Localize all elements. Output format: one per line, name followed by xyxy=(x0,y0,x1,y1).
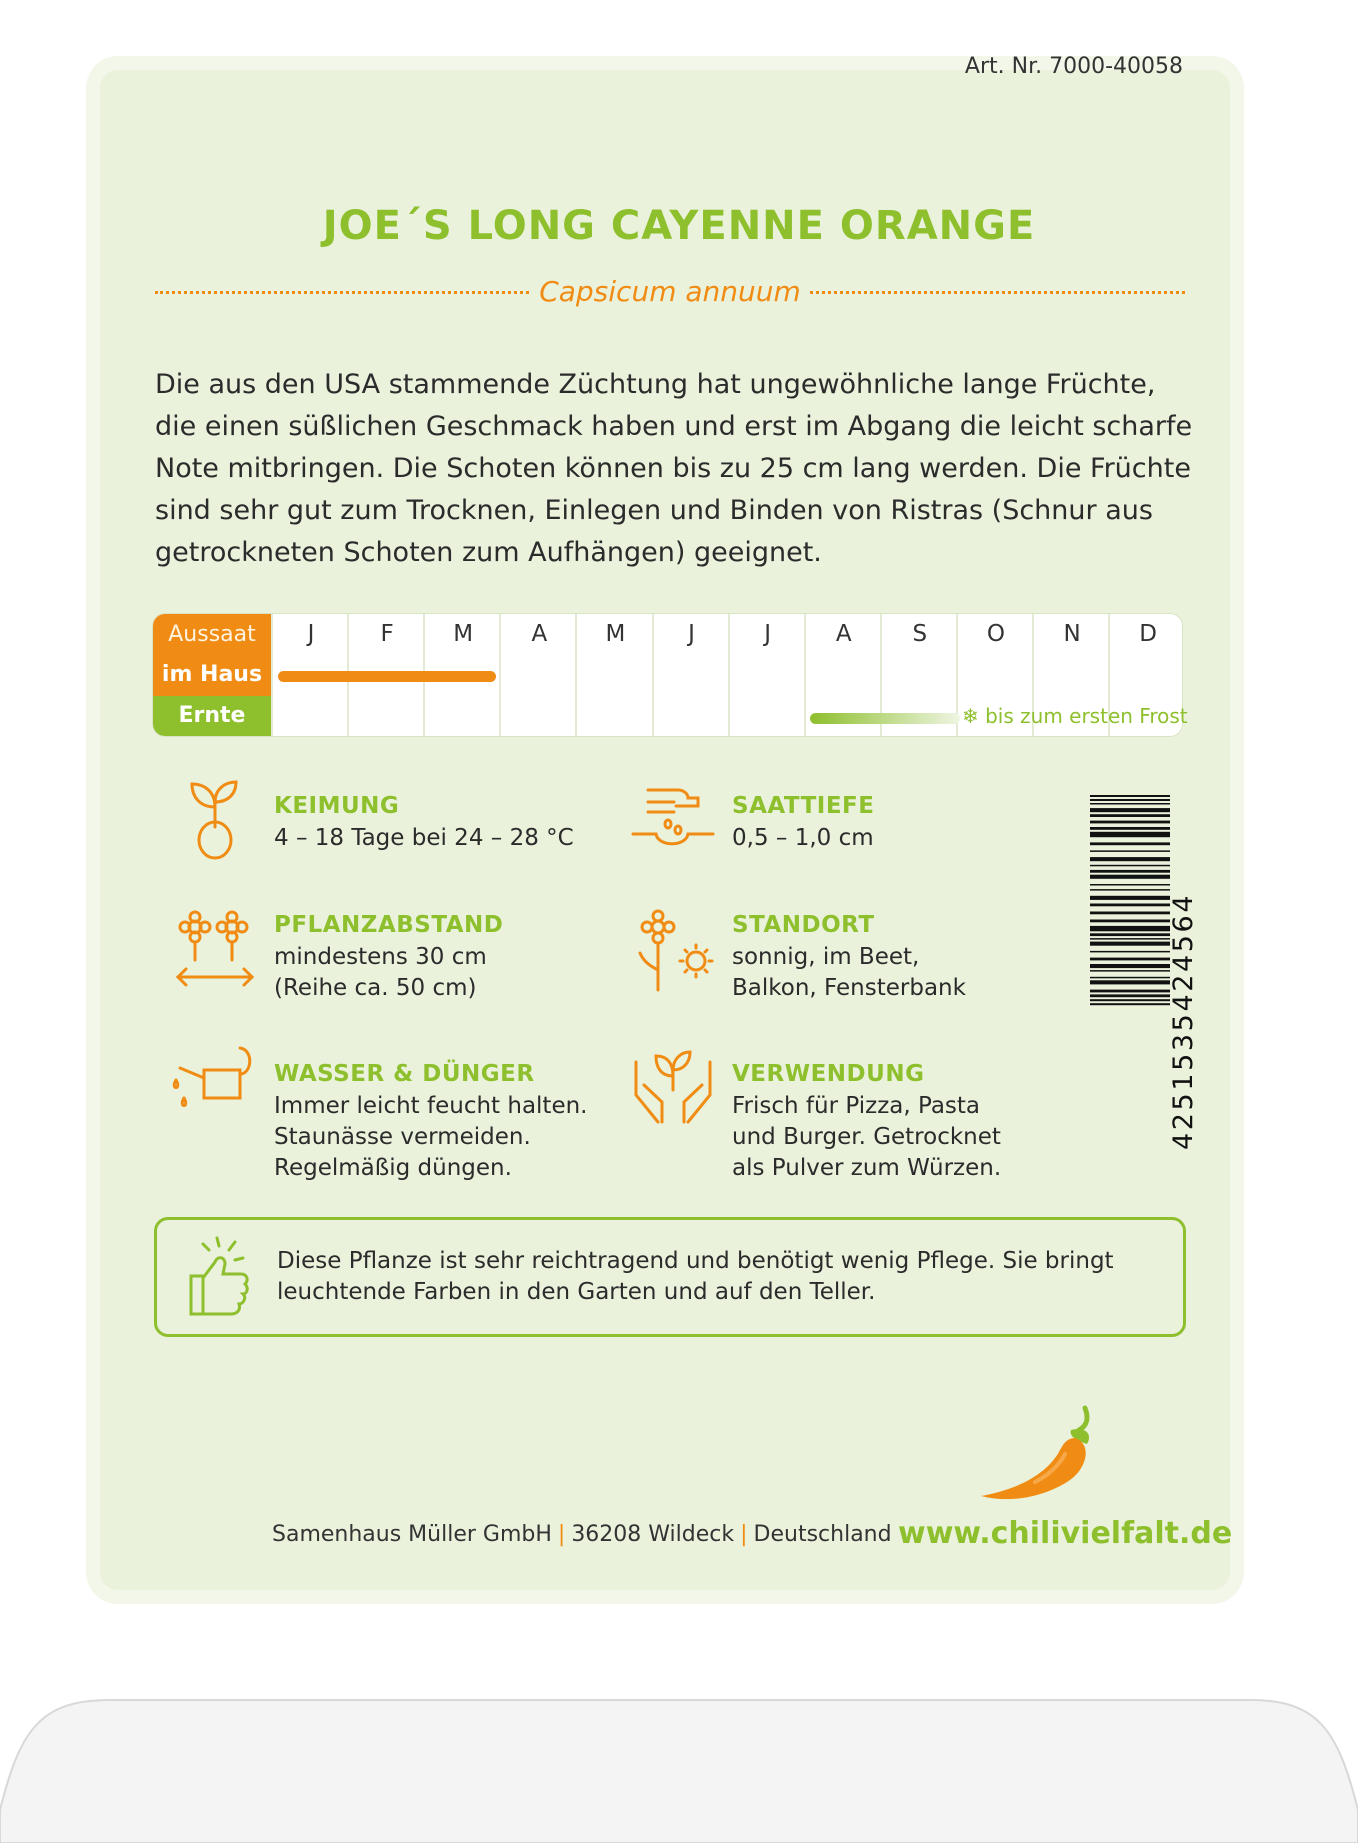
info-verwendung xyxy=(732,1061,1092,1184)
wasser-text: Immer leicht feucht halten. Staunässe vermeiden. Regelmäßig düngen. xyxy=(274,1093,588,1181)
barcode-bar xyxy=(1090,875,1170,879)
sowing-period-bar xyxy=(278,671,496,682)
barcode-bar xyxy=(1090,926,1170,931)
calendar-month: M xyxy=(423,614,501,736)
saattiefe-title: SAATTIEFE xyxy=(732,793,875,819)
footer-separator: | xyxy=(740,1522,748,1547)
standort-title: STANDORT xyxy=(732,912,875,938)
calendar-month: D xyxy=(1108,614,1182,736)
barcode-bar xyxy=(1090,994,1170,997)
barcode-bar xyxy=(1090,832,1170,837)
company-country: Deutschland xyxy=(753,1522,892,1547)
sprout-icon xyxy=(170,772,260,862)
verwendung-title: VERWENDUNG xyxy=(732,1061,925,1087)
footer-separator: | xyxy=(557,1522,566,1547)
barcode-bar xyxy=(1090,896,1170,900)
info-keimung xyxy=(274,793,634,854)
pflanzabstand-title: PFLANZABSTAND xyxy=(274,912,504,938)
frost-note: ❄ bis zum ersten Frost xyxy=(962,704,1188,728)
pflanzabstand-text: mindestens 30 cm (Reihe ca. 50 cm) xyxy=(274,944,487,1001)
standort-text: sonnig, im Beet, Balkon, Fensterbank xyxy=(732,944,966,1001)
care-tip-box xyxy=(154,1217,1186,1337)
barcode-bar xyxy=(1090,942,1170,946)
barcode-bar xyxy=(1090,865,1170,867)
care-tip-text: Diese Pflanze ist sehr reichtragend und benötigt wenig Pflege. Sie bringt leuchtende Farben in den Garten und auf den Teller. xyxy=(277,1248,1114,1305)
company-city: 36208 Wildeck xyxy=(571,1522,735,1547)
chili-pepper-logo xyxy=(975,1400,1115,1510)
calendar-month: S xyxy=(880,614,958,736)
info-standort xyxy=(732,912,1092,1004)
barcode-bar xyxy=(1090,889,1170,891)
calendar-month: O xyxy=(956,614,1034,736)
calendar-month: F xyxy=(347,614,425,736)
calendar-month: A xyxy=(499,614,577,736)
keimung-title: KEIMUNG xyxy=(274,793,400,819)
barcode-bar xyxy=(1090,808,1170,812)
latin-name-row xyxy=(155,272,1185,312)
barcode-bar xyxy=(1090,933,1170,936)
thumbs-up-icon xyxy=(179,1234,259,1320)
barcode-bar xyxy=(1090,951,1170,953)
calendar-month: J xyxy=(652,614,730,736)
product-description: Die aus den USA stammende Züchtung hat ungewöhnliche lange Früchte, die einen süßlichen Geschmack haben und erst im Abgang die leicht scharfe Note mitbringen. Die Schoten können bis zu 25 cm lang werden. Die Früchte sind sehr gut zum Trocknen, Einlegen und Binden von Ristras (Schnur aus getrockneten Schoten zum Aufhängen) geeignet. xyxy=(155,369,1193,568)
wasser-title: WASSER & DÜNGER xyxy=(274,1061,535,1087)
barcode-bar xyxy=(1090,795,1170,797)
hands-plant-icon xyxy=(628,1040,718,1130)
calendar-month: J xyxy=(271,614,349,736)
barcode-bar xyxy=(1090,977,1170,979)
barcode-bar xyxy=(1090,999,1170,1001)
product-title: JOE´S LONG CAYENNE ORANGE xyxy=(322,203,1036,249)
harvest-label: Ernte xyxy=(153,696,271,736)
barcode-bar xyxy=(1090,1003,1170,1005)
harvest-period-bar xyxy=(810,713,960,724)
info-pflanzabstand xyxy=(274,912,634,1004)
barcode-bar xyxy=(1090,964,1170,968)
barcode-bar xyxy=(1090,904,1170,907)
sow-label: Aussaat xyxy=(168,622,256,647)
keimung-text: 4 – 18 Tage bei 24 – 28 °C xyxy=(274,825,574,851)
watering-can-icon xyxy=(170,1040,260,1130)
barcode-bar xyxy=(1090,990,1170,993)
flower-sun-icon xyxy=(628,905,718,995)
hand-seed-icon xyxy=(628,772,718,862)
latin-name: Capsicum annuum xyxy=(531,275,809,308)
calendar-month: M xyxy=(575,614,653,736)
footer-address xyxy=(272,1522,892,1547)
barcode-bar xyxy=(1090,814,1170,817)
barcode-bar xyxy=(1090,958,1170,961)
barcode-bar xyxy=(1090,980,1170,984)
sow-sublabel: im Haus xyxy=(161,662,263,687)
verwendung-text: Frisch für Pizza, Pasta und Burger. Getrocknet als Pulver zum Würzen. xyxy=(732,1093,1002,1181)
calendar-month: J xyxy=(728,614,806,736)
barcode-bar xyxy=(1090,884,1170,886)
barcode-bar xyxy=(1090,821,1170,824)
barcode-bar xyxy=(1090,842,1170,845)
barcode-bar xyxy=(1090,970,1170,972)
barcode-number: 4251535424564 xyxy=(1168,892,1199,1150)
barcode xyxy=(1090,795,1200,1155)
calendar-month: N xyxy=(1032,614,1110,736)
calendar-month: A xyxy=(804,614,882,736)
barcode-bar xyxy=(1090,920,1170,923)
plant-spacing-icon xyxy=(170,905,260,995)
barcode-bar xyxy=(1090,803,1170,805)
company-name: Samenhaus Müller GmbH xyxy=(272,1522,552,1547)
sow-label-box xyxy=(153,614,271,696)
website-link[interactable]: www.chilivielfalt.de xyxy=(898,1516,1233,1551)
barcode-bar xyxy=(1090,857,1170,861)
article-number: Art. Nr. 7000-40058 xyxy=(964,54,1183,79)
barcode-bar xyxy=(1090,850,1170,852)
saattiefe-text: 0,5 – 1,0 cm xyxy=(732,825,874,851)
barcode-bar xyxy=(1090,799,1170,801)
info-wasser xyxy=(274,1061,634,1184)
barcode-bar xyxy=(1090,827,1170,830)
packet-bottom-flap xyxy=(0,1660,1358,1843)
barcode-bar xyxy=(1090,912,1170,915)
barcode-bar xyxy=(1090,870,1170,873)
info-saattiefe xyxy=(732,793,1092,854)
barcode-bar xyxy=(1090,938,1170,940)
